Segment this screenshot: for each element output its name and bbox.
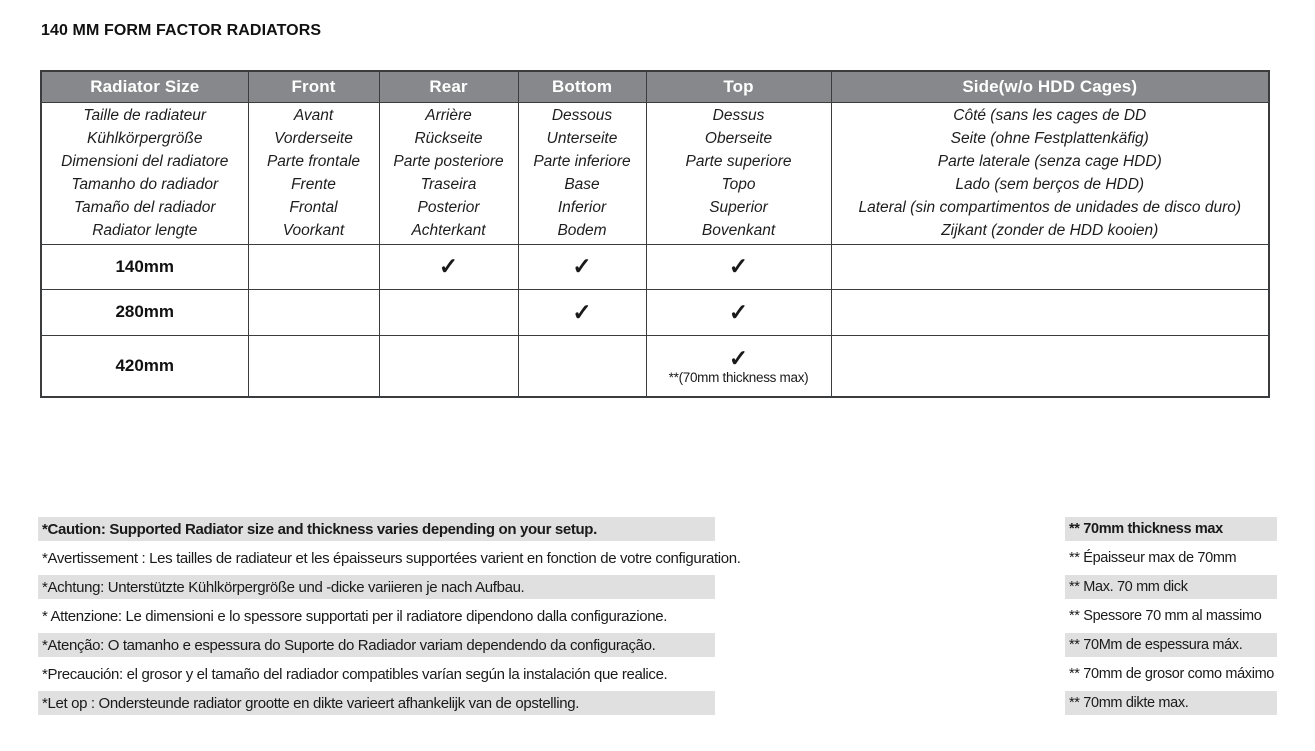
cell-420-rear: [379, 335, 518, 397]
translation-line: Zijkant (zonder de HDD kooien): [941, 222, 1159, 239]
cell-420-top: [646, 335, 831, 397]
header-top: Top: [646, 71, 831, 102]
thickness-note-nl: ** 70mm dikte max.: [1065, 691, 1277, 715]
translations-front: [248, 102, 379, 244]
translation-line: Lateral (sin compartimentos de unidades de disco duro): [858, 199, 1242, 216]
translation-line: Lado (sem berços de HDD): [955, 176, 1145, 193]
caution-note-fr: *Avertissement : Les tailles de radiateur et les épaisseurs supportées varient en fonction de votre configuration.: [42, 549, 741, 567]
translations-rear: [379, 102, 518, 244]
page-title: 140 MM FORM FACTOR RADIATORS: [41, 22, 322, 39]
caution-note-es: *Precaución: el grosor y el tamaño del radiador compatibles varían según la instalación que realice.: [42, 665, 668, 683]
header-radiator-size: Radiator Size: [41, 71, 248, 102]
header-side: Side(w/o HDD Cages): [831, 71, 1269, 102]
caution-notes: [38, 517, 741, 720]
translation-line: Voorkant: [282, 222, 345, 239]
size-label-140mm: 140mm: [41, 244, 248, 289]
table-row-280mm: [41, 289, 1269, 335]
translation-line: Parte inferiore: [533, 153, 631, 170]
translation-line: Frente: [291, 176, 336, 193]
translation-line: Dimensioni del radiatore: [61, 153, 229, 170]
check-icon: ✓: [646, 289, 831, 335]
translation-line: Vorderseite: [274, 130, 353, 147]
translation-line: Tamaño del radiador: [73, 199, 216, 216]
cell-140-side: [831, 244, 1269, 289]
translation-line: Radiator lengte: [92, 222, 198, 239]
thickness-note-de: ** Max. 70 mm dick: [1065, 575, 1277, 599]
translation-line: Unterseite: [546, 130, 618, 147]
translation-line: Avant: [293, 107, 334, 124]
cell-420-front: [248, 335, 379, 397]
translation-line: Inferior: [557, 199, 607, 216]
check-icon: ✓: [728, 345, 749, 371]
translations-side: [831, 102, 1269, 244]
translation-line: Dessous: [551, 107, 613, 124]
caution-note-nl: *Let op : Ondersteunde radiator grootte en dikte varieert afhankelijk van de opstelling.: [38, 691, 715, 715]
header-bottom: Bottom: [518, 71, 646, 102]
translation-line: Dessus: [712, 107, 765, 124]
table-row-420mm: [41, 335, 1269, 397]
translations-radiator-size: [41, 102, 248, 244]
caution-note-en: *Caution: Supported Radiator size and thickness varies depending on your setup.: [38, 517, 715, 541]
radiator-support-table: [40, 70, 1270, 398]
header-front: Front: [248, 71, 379, 102]
translation-line: Oberseite: [704, 130, 773, 147]
thickness-note-it: ** Spessore 70 mm al massimo: [1069, 608, 1262, 624]
translation-line: Parte superiore: [685, 153, 792, 170]
check-icon: ✓: [518, 289, 646, 335]
cell-140-front: [248, 244, 379, 289]
translation-line: Bodem: [557, 222, 607, 239]
translations-top: [646, 102, 831, 244]
table-row-140mm: [41, 244, 1269, 289]
translation-line: Posterior: [417, 199, 480, 216]
translation-line: Seite (ohne Festplattenkäfig): [950, 130, 1149, 147]
thickness-note: **(70mm thickness max): [668, 370, 809, 385]
translation-line: Côté (sans les cages de DD: [953, 107, 1147, 124]
translations-bottom: [518, 102, 646, 244]
size-label-280mm: 280mm: [41, 289, 248, 335]
size-label-420mm: 420mm: [41, 335, 248, 397]
check-icon: ✓: [646, 244, 831, 289]
translation-line: Kühlkörpergröße: [87, 130, 203, 147]
translation-line: Arrière: [425, 107, 472, 124]
translation-line: Taille de radiateur: [83, 107, 207, 124]
caution-note-it: * Attenzione: Le dimensioni e lo spessore supportati per il radiatore dipendono dalla configurazione.: [42, 607, 668, 625]
translation-line: Parte frontale: [266, 153, 361, 170]
translation-line: Rückseite: [414, 130, 483, 147]
translation-line: Topo: [721, 176, 756, 193]
translation-line: Bovenkant: [701, 222, 776, 239]
check-icon: ✓: [518, 244, 646, 289]
table-header-row: [41, 71, 1269, 102]
caution-note-de: *Achtung: Unterstützte Kühlkörpergröße und -dicke variieren je nach Aufbau.: [38, 575, 715, 599]
thickness-note-pt: ** 70Mm de espessura máx.: [1065, 633, 1277, 657]
cell-280-side: [831, 289, 1269, 335]
translation-line: Frontal: [289, 199, 338, 216]
translations-row: [41, 102, 1269, 244]
translation-line: Base: [564, 176, 600, 193]
cell-280-rear: [379, 289, 518, 335]
thickness-note-fr: ** Épaisseur max de 70mm: [1069, 550, 1237, 566]
translation-line: Achterkant: [411, 222, 486, 239]
thickness-note-es: ** 70mm de grosor como máximo: [1069, 666, 1275, 682]
caution-note-pt: *Atenção: O tamanho e espessura do Suporte do Radiador variam dependendo da configuração.: [38, 633, 715, 657]
translation-line: Superior: [709, 199, 768, 216]
thickness-notes: [1065, 517, 1277, 720]
cell-280-front: [248, 289, 379, 335]
translation-line: Tamanho do radiador: [71, 176, 219, 193]
header-rear: Rear: [379, 71, 518, 102]
translation-line: Parte laterale (senza cage HDD): [937, 153, 1162, 170]
check-icon: ✓: [379, 244, 518, 289]
cell-420-bottom: [518, 335, 646, 397]
cell-420-side: [831, 335, 1269, 397]
translation-line: Traseira: [420, 176, 477, 193]
translation-line: Parte posteriore: [393, 153, 504, 170]
thickness-note-en: ** 70mm thickness max: [1065, 517, 1277, 541]
